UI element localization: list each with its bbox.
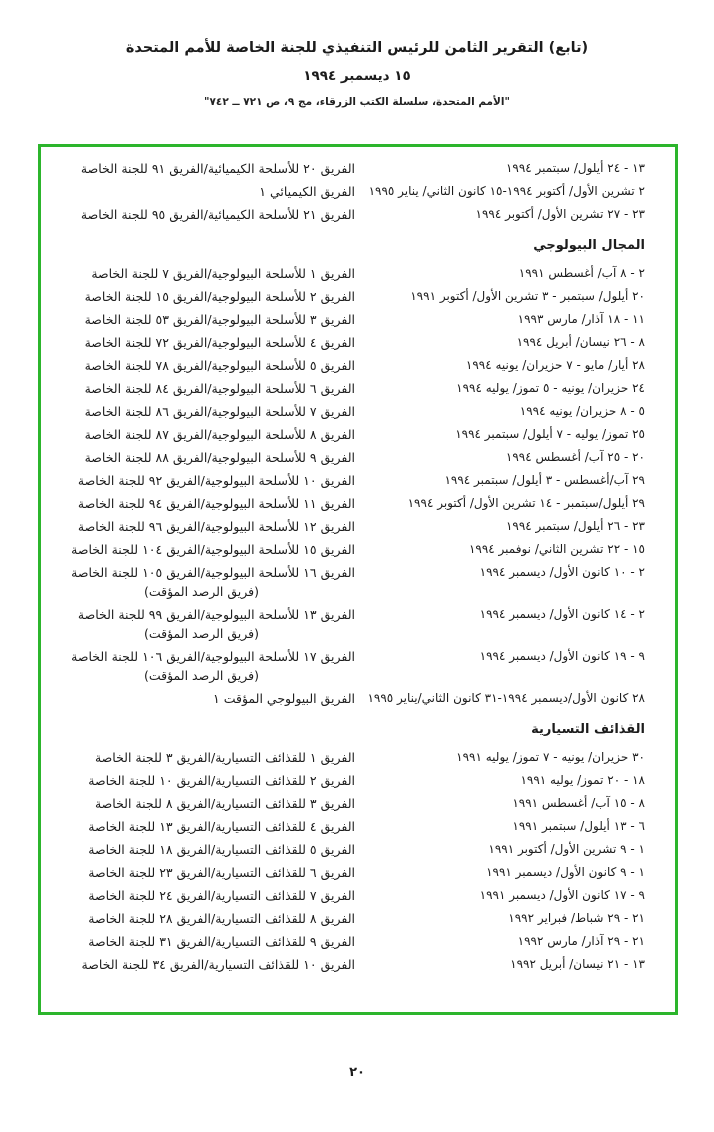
table-row (53, 358, 645, 373)
team-designation: الفريق ٢ للأسلحة البيولوجية/الفريق ١٥ للجنة الخاصة (84, 289, 355, 304)
table-row (53, 381, 645, 396)
team-note: (فريق الرصد المؤقت) (143, 626, 259, 641)
team-designation-cell (53, 519, 355, 534)
inspection-dates: ٩ - ١٩ كانون الأول/ ديسمبر ١٩٩٤ (479, 649, 645, 663)
inspection-dates: ٢ - ١٤ كانون الأول/ ديسمبر ١٩٩٤ (479, 607, 645, 621)
inspection-dates: ٢١ - ٢٩ شباط/ فبراير ١٩٩٢ (508, 911, 645, 925)
team-designation: الفريق ٩ للأسلحة البيولوجية/الفريق ٨٨ للجنة الخاصة (84, 450, 355, 465)
table-row (53, 819, 645, 834)
team-designation-cell (53, 691, 355, 706)
team-designation-cell (53, 911, 355, 926)
table-row (53, 750, 645, 765)
team-designation-cell (53, 957, 355, 972)
inspection-dates: ٢ تشرين الأول/ أكتوبر ١٩٩٤-١٥ كانون الثاني/ يناير ١٩٩٥ (368, 184, 645, 198)
team-designation-cell (53, 358, 355, 373)
section-heading: القذائف التسيارية (531, 722, 645, 737)
team-designation: الفريق ١٠ للقذائف التسيارية/الفريق ٣٤ للجنة الخاصة (81, 957, 355, 972)
inspection-table (53, 161, 645, 972)
team-designation-cell (53, 312, 355, 327)
team-designation-cell (53, 289, 355, 304)
team-designation-cell (53, 427, 355, 442)
table-row (53, 404, 645, 419)
team-designation: الفريق ٢ للقذائف التسيارية/الفريق ١٠ للجنة الخاصة (88, 773, 355, 788)
inspection-dates: ٢٩ أيلول/سبتمبر - ١٤ تشرين الأول/ أكتوبر ١٩٩٤ (407, 496, 645, 510)
table-row (53, 796, 645, 811)
team-designation-cell (53, 607, 355, 641)
inspection-dates: ٩ - ١٧ كانون الأول/ ديسمبر ١٩٩١ (479, 888, 645, 902)
team-designation: الفريق ٤ للقذائف التسيارية/الفريق ١٣ للجنة الخاصة (88, 819, 355, 834)
document-header (0, 0, 714, 108)
inspection-dates: ٢٩ آب/أغسطس - ٣ أيلول/ سبتمبر ١٩٩٤ (444, 473, 645, 487)
team-designation: الفريق ٣ للأسلحة البيولوجية/الفريق ٥٣ للجنة الخاصة (84, 312, 355, 327)
table-row (53, 496, 645, 511)
table-row (53, 691, 645, 706)
team-designation-cell (53, 473, 355, 488)
inspection-dates: ٦ - ١٣ أيلول/ سبتمبر ١٩٩١ (512, 819, 645, 833)
page-footer (0, 1065, 714, 1080)
team-designation-cell (53, 404, 355, 419)
team-designation-cell (53, 796, 355, 811)
team-designation: الفريق ٧ للقذائف التسيارية/الفريق ٢٤ للجنة الخاصة (88, 888, 355, 903)
team-designation: الفريق ١٧ للأسلحة البيولوجية/الفريق ١٠٦ للجنة الخاصة (71, 649, 355, 664)
table-row (53, 565, 645, 599)
team-designation-cell (53, 335, 355, 350)
team-designation-cell (53, 842, 355, 857)
inspection-dates: ١٨ - ٢٠ تموز/ يوليه ١٩٩١ (520, 773, 645, 787)
table-row (53, 335, 645, 350)
team-designation: الفريق ٨ للقذائف التسيارية/الفريق ٢٨ للجنة الخاصة (88, 911, 355, 926)
team-designation: الفريق ٧ للأسلحة البيولوجية/الفريق ٨٦ للجنة الخاصة (84, 404, 355, 419)
table-row (53, 911, 645, 926)
team-designation-cell (53, 865, 355, 880)
team-designation: الفريق ١١ للأسلحة البيولوجية/الفريق ٩٤ للجنة الخاصة (77, 496, 355, 511)
team-designation-cell (53, 381, 355, 396)
team-designation-cell (53, 819, 355, 834)
inspection-dates: ٨ - ٢٦ نيسان/ أبريل ١٩٩٤ (516, 335, 645, 349)
table-row (53, 519, 645, 534)
inspection-dates: ١٥ - ٢٢ تشرين الثاني/ نوفمبر ١٩٩٤ (468, 542, 645, 556)
inspection-dates: ١١ - ١٨ آذار/ مارس ١٩٩٣ (517, 312, 645, 326)
inspection-dates: ٢٣ - ٢٧ تشرين الأول/ أكتوبر ١٩٩٤ (475, 207, 645, 221)
team-designation: الفريق الكيميائي ١ (259, 184, 355, 199)
team-designation: الفريق ٢٠ للأسلحة الكيميائية/الفريق ٩١ للجنة الخاصة (80, 161, 355, 176)
table-row (53, 450, 645, 465)
table-row (53, 865, 645, 880)
table-row (53, 427, 645, 442)
team-designation: الفريق البيولوجي المؤقت ١ (213, 691, 355, 706)
inspection-dates: ٢٨ أيار/ مايو - ٧ حزيران/ يونيه ١٩٩٤ (465, 358, 645, 372)
team-designation: الفريق ٥ للأسلحة البيولوجية/الفريق ٧٨ للجنة الخاصة (84, 358, 355, 373)
table-row (53, 207, 645, 222)
document-source-citation: "الأمم المتحدة، سلسلة الكتب الزرقاء، مج ٩، ص ٧٢١ ــ ٧٤٢" (204, 96, 510, 108)
inspection-table-container (38, 144, 678, 1015)
team-designation-cell (53, 750, 355, 765)
table-row (53, 266, 645, 281)
inspection-dates: ٢ - ١٠ كانون الأول/ ديسمبر ١٩٩٤ (479, 565, 645, 579)
team-designation: الفريق ١٣ للأسلحة البيولوجية/الفريق ٩٩ للجنة الخاصة (77, 607, 355, 622)
table-row (53, 649, 645, 683)
team-designation-cell (53, 773, 355, 788)
team-designation: الفريق ٦ للأسلحة البيولوجية/الفريق ٨٤ للجنة الخاصة (84, 381, 355, 396)
document-date: ١٥ ديسمبر ١٩٩٤ (303, 68, 411, 84)
inspection-dates: ٢٠ - ٢٥ آب/ أغسطس ١٩٩٤ (505, 450, 645, 464)
table-row (53, 542, 645, 557)
team-designation: الفريق ١٦ للأسلحة البيولوجية/الفريق ١٠٥ للجنة الخاصة (71, 565, 355, 580)
team-designation-cell (53, 565, 355, 599)
inspection-dates: ٥ - ٨ حزيران/ يونيه ١٩٩٤ (519, 404, 645, 418)
team-designation: الفريق ١٠ للأسلحة البيولوجية/الفريق ٩٢ للجنة الخاصة (77, 473, 355, 488)
inspection-dates: ١ - ٩ تشرين الأول/ أكتوبر ١٩٩١ (488, 842, 645, 856)
team-designation-cell (53, 542, 355, 557)
table-row (53, 957, 645, 972)
table-row (53, 842, 645, 857)
page-number: ٢٠ (349, 1065, 365, 1080)
inspection-dates: ٢٨ كانون الأول/ديسمبر ١٩٩٤-٣١ كانون الثاني/يناير ١٩٩٥ (367, 691, 645, 705)
table-row (53, 773, 645, 788)
team-designation-cell (53, 888, 355, 903)
team-designation: الفريق ٩ للقذائف التسيارية/الفريق ٣١ للجنة الخاصة (88, 934, 355, 949)
section-heading: المجال البيولوجي (533, 238, 645, 253)
table-row (53, 934, 645, 949)
table-row (53, 888, 645, 903)
inspection-dates: ٢ - ٨ آب/ أغسطس ١٩٩١ (518, 266, 645, 280)
team-designation: الفريق ٣ للقذائف التسيارية/الفريق ٨ للجنة الخاصة (94, 796, 355, 811)
inspection-dates: ١٣ - ٢٤ أيلول/ سبتمبر ١٩٩٤ (505, 161, 645, 175)
team-designation-cell (53, 207, 355, 222)
inspection-dates: ٢٤ حزيران/ يونيه - ٥ تموز/ يوليه ١٩٩٤ (456, 381, 645, 395)
team-designation-cell (53, 496, 355, 511)
team-designation: الفريق ٨ للأسلحة البيولوجية/الفريق ٨٧ للجنة الخاصة (84, 427, 355, 442)
team-designation: الفريق ٤ للأسلحة البيولوجية/الفريق ٧٢ للجنة الخاصة (84, 335, 355, 350)
team-designation: الفريق ١ للقذائف التسيارية/الفريق ٣ للجنة الخاصة (94, 750, 355, 765)
team-designation-cell (53, 161, 355, 176)
table-row (53, 161, 645, 176)
team-designation: الفريق ٢١ للأسلحة الكيميائية/الفريق ٩٥ للجنة الخاصة (80, 207, 355, 222)
team-note: (فريق الرصد المؤقت) (143, 668, 259, 683)
team-designation-cell (53, 934, 355, 949)
inspection-dates: ٢٠ أيلول/ سبتمبر - ٣ تشرين الأول/ أكتوبر ١٩٩١ (410, 289, 645, 303)
team-designation-cell (53, 649, 355, 683)
document-title: (تابع) التقرير الثامن للرئيس التنفيذي للجنة الخاصة للأمم المتحدة (125, 40, 589, 56)
team-designation: الفريق ١ للأسلحة البيولوجية/الفريق ٧ للجنة الخاصة (91, 266, 355, 281)
inspection-dates: ٢١ - ٢٩ آذار/ مارس ١٩٩٢ (517, 934, 645, 948)
inspection-dates: ٢٣ - ٢٦ أيلول/ سبتمبر ١٩٩٤ (505, 519, 645, 533)
inspection-dates: ٨ - ١٥ آب/ أغسطس ١٩٩١ (512, 796, 645, 810)
team-designation: الفريق ١٥ للأسلحة البيولوجية/الفريق ١٠٤ للجنة الخاصة (71, 542, 355, 557)
table-row (53, 607, 645, 641)
table-row (53, 289, 645, 304)
table-row (53, 473, 645, 488)
team-designation-cell (53, 266, 355, 281)
table-row (53, 184, 645, 199)
inspection-dates: ١ - ٩ كانون الأول/ ديسمبر ١٩٩١ (486, 865, 645, 879)
team-designation: الفريق ١٢ للأسلحة البيولوجية/الفريق ٩٦ للجنة الخاصة (77, 519, 355, 534)
team-note: (فريق الرصد المؤقت) (143, 584, 259, 599)
team-designation: الفريق ٦ للقذائف التسيارية/الفريق ٢٣ للجنة الخاصة (88, 865, 355, 880)
inspection-dates: ٣٠ حزيران/ يونيه - ٧ تموز/ يوليه ١٩٩١ (456, 750, 645, 764)
table-row (53, 312, 645, 327)
inspection-dates: ٢٥ تموز/ يوليه - ٧ أيلول/ سبتمبر ١٩٩٤ (455, 427, 645, 441)
team-designation: الفريق ٥ للقذائف التسيارية/الفريق ١٨ للجنة الخاصة (88, 842, 355, 857)
team-designation-cell (53, 450, 355, 465)
team-designation-cell (53, 184, 355, 199)
inspection-dates: ١٣ - ٢١ نيسان/ أبريل ١٩٩٢ (510, 957, 645, 971)
